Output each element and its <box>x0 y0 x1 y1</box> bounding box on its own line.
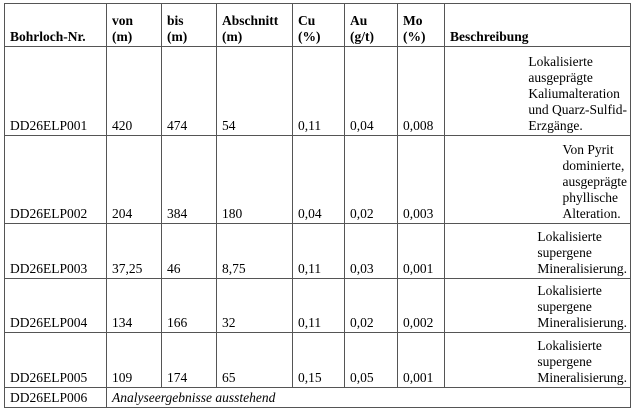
table-row <box>5 47 631 136</box>
cell-from: 109 <box>107 333 162 388</box>
cell-to: 384 <box>162 136 217 224</box>
cell-mo: 0,001 <box>398 333 445 388</box>
cell-interval: 8,75 <box>217 224 293 279</box>
cell-au: 0,04 <box>345 47 398 136</box>
cell-description: Von Pyrit dominierte, ausgeprägte phyllische Alteration. <box>445 136 631 224</box>
cell-mo: 0,002 <box>398 279 445 333</box>
cell-description: Lokalisierte supergene Mineralisierung. <box>445 279 631 333</box>
cell-cu: 0,04 <box>293 136 345 224</box>
cell-au: 0,05 <box>345 333 398 388</box>
cell-cu: 0,11 <box>293 224 345 279</box>
cell-au: 0,02 <box>345 136 398 224</box>
cell-from: 420 <box>107 47 162 136</box>
cell-from: 37,25 <box>107 224 162 279</box>
cell-hole: DD26ELP006 <box>5 388 107 408</box>
cell-to: 166 <box>162 279 217 333</box>
table-row <box>5 224 631 279</box>
cell-description: Lokalisierte supergene Mineralisierung. <box>445 333 631 388</box>
header-hole: Bohrloch-Nr. <box>5 4 107 47</box>
header-from: von (m) <box>107 4 162 47</box>
cell-mo: 0,008 <box>398 47 445 136</box>
cell-description: Lokalisierte supergene Mineralisierung. <box>445 224 631 279</box>
cell-au: 0,03 <box>345 224 398 279</box>
header-au: Au (g/t) <box>345 4 398 47</box>
cell-to: 174 <box>162 333 217 388</box>
cell-interval: 32 <box>217 279 293 333</box>
table-header-row <box>5 4 631 47</box>
cell-mo: 0,001 <box>398 224 445 279</box>
cell-to: 474 <box>162 47 217 136</box>
table-row-pending <box>5 388 631 408</box>
header-description: Beschreibung <box>445 4 631 47</box>
cell-hole: DD26ELP002 <box>5 136 107 224</box>
table-row <box>5 136 631 224</box>
drill-results-table <box>4 3 631 408</box>
header-cu: Cu (%) <box>293 4 345 47</box>
cell-cu: 0,15 <box>293 333 345 388</box>
cell-from: 204 <box>107 136 162 224</box>
pending-note: Analyseergebnisse ausstehend <box>107 388 631 408</box>
cell-from: 134 <box>107 279 162 333</box>
header-mo: Mo (%) <box>398 4 445 47</box>
cell-to: 46 <box>162 224 217 279</box>
cell-cu: 0,11 <box>293 47 345 136</box>
cell-cu: 0,11 <box>293 279 345 333</box>
table-row <box>5 279 631 333</box>
cell-hole: DD26ELP001 <box>5 47 107 136</box>
cell-hole: DD26ELP005 <box>5 333 107 388</box>
cell-interval: 65 <box>217 333 293 388</box>
header-interval: Abschnitt (m) <box>217 4 293 47</box>
cell-mo: 0,003 <box>398 136 445 224</box>
cell-interval: 54 <box>217 47 293 136</box>
header-to: bis (m) <box>162 4 217 47</box>
cell-au: 0,02 <box>345 279 398 333</box>
cell-hole: DD26ELP004 <box>5 279 107 333</box>
table-row <box>5 333 631 388</box>
cell-description: Lokalisierte ausgeprägte Kaliumalteration und Quarz-Sulfid- Erzgänge. <box>445 47 631 136</box>
cell-interval: 180 <box>217 136 293 224</box>
cell-hole: DD26ELP003 <box>5 224 107 279</box>
